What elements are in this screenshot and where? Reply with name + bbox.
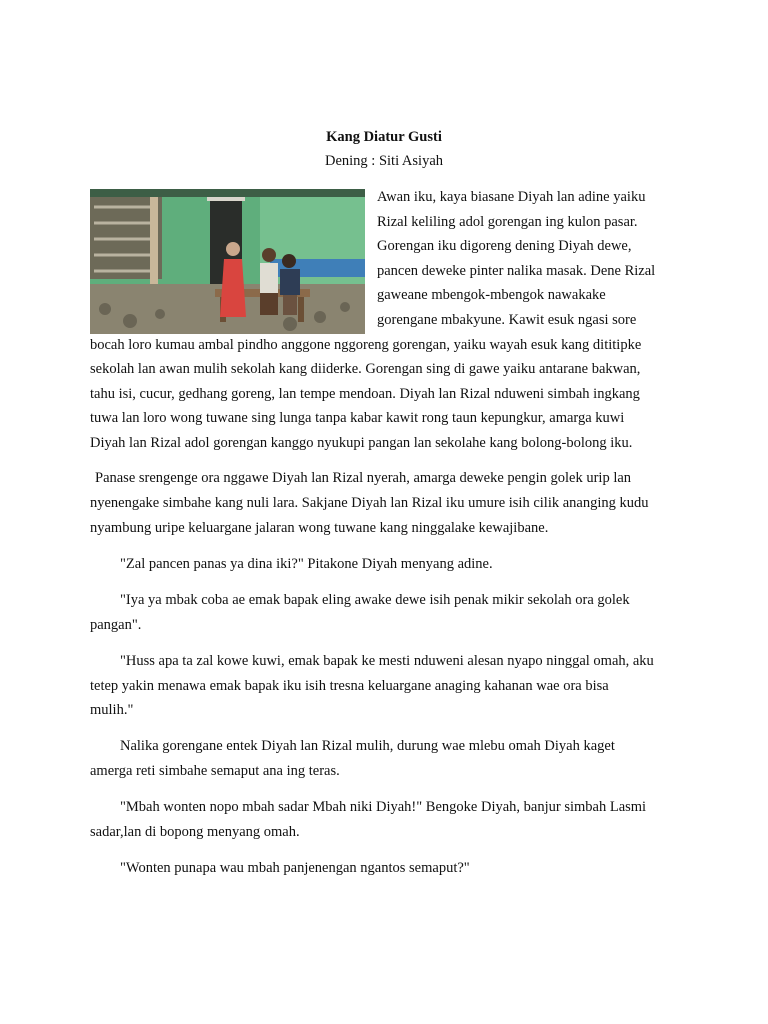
text-line: pangan". xyxy=(90,617,142,633)
story-title: Kang Diatur Gusti xyxy=(326,129,442,145)
text-line: sekolah lan awan mulih sekolah kang diiderke. Gorengan sing di gawe yaiku antarane bakwan, xyxy=(90,361,641,377)
text-line: mulih." xyxy=(90,702,134,718)
text-line: Rizal keliling adol gorengan ing kulon pasar. xyxy=(377,214,638,230)
text-line: tetep yakin menawa emak bapak iku isih tresna keluargane anaging kahanan wae ora bisa xyxy=(90,678,609,694)
text-line: "Wonten punapa wau mbah panjenengan ngantos semaput?" xyxy=(120,860,470,876)
text-line: "Zal pancen panas ya dina iki?" Pitakone Diyah menyang adine. xyxy=(120,556,493,572)
text-line: nyenengake simbahe kang nuli lara. Sakjane Diyah lan Rizal iku umure isih cilik ananging kudu xyxy=(90,495,649,511)
text-line: gorengane mbakyune. Kawit esuk ngasi sore xyxy=(377,312,637,328)
text-line: sadar,lan di bopong menyang omah. xyxy=(90,824,300,840)
story-author: Dening : Siti Asiyah xyxy=(324,153,444,169)
text-line: tuwa lan loro wong tuwane sing lunga tanpa kabar kawit rong taun kepungkur, amarga kuwi xyxy=(90,410,625,426)
text-line: Awan iku, kaya biasane Diyah lan adine yaiku xyxy=(377,189,646,205)
text-line: Nalika gorengane entek Diyah lan Rizal mulih, durung wae mlebu omah Diyah kaget xyxy=(120,738,615,754)
text-line: Panase srengenge ora nggawe Diyah lan Rizal nyerah, amarga deweke pengin golek urip lan xyxy=(95,470,632,486)
text-line: "Huss apa ta zal kowe kuwi, emak bapak ke mesti nduweni alesan nyapo ninggal omah, aku xyxy=(120,653,654,669)
story-photo xyxy=(90,189,365,334)
text-line: tahu isi, cucur, gedhang goreng, lan tempe mendoan. Diyah lan Rizal nduweni simbah ingkang xyxy=(90,386,640,402)
text-line: amerga reti simbahe semaput ana ing teras. xyxy=(90,763,340,779)
text-line: Gorengan iku digoreng dening Diyah dewe, xyxy=(377,238,632,254)
text-line: gaweane mbengok-mbengok nawakake xyxy=(377,287,606,303)
text-line: pancen deweke pinter nalika masak. Dene Rizal xyxy=(377,263,656,279)
text-line: Diyah lan Rizal adol gorengan kanggo nyukupi pangan lan sekolahe kang bolong-bolong iku. xyxy=(90,435,633,451)
text-line: bocah loro kumau ambal pindho anggone nggoreng gorengan, yaiku wayah esuk kang dititipke xyxy=(90,337,642,353)
text-line: nyambung uripe keluargane jalaran wong tuwane kang ninggalake kewajibane. xyxy=(90,520,549,536)
text-line: "Iya ya mbak coba ae emak bapak eling awake dewe isih penak mikir sekolah ora golek xyxy=(120,592,630,608)
text-line: "Mbah wonten nopo mbah sadar Mbah niki Diyah!" Bengoke Diyah, banjur simbah Lasmi xyxy=(120,799,647,815)
